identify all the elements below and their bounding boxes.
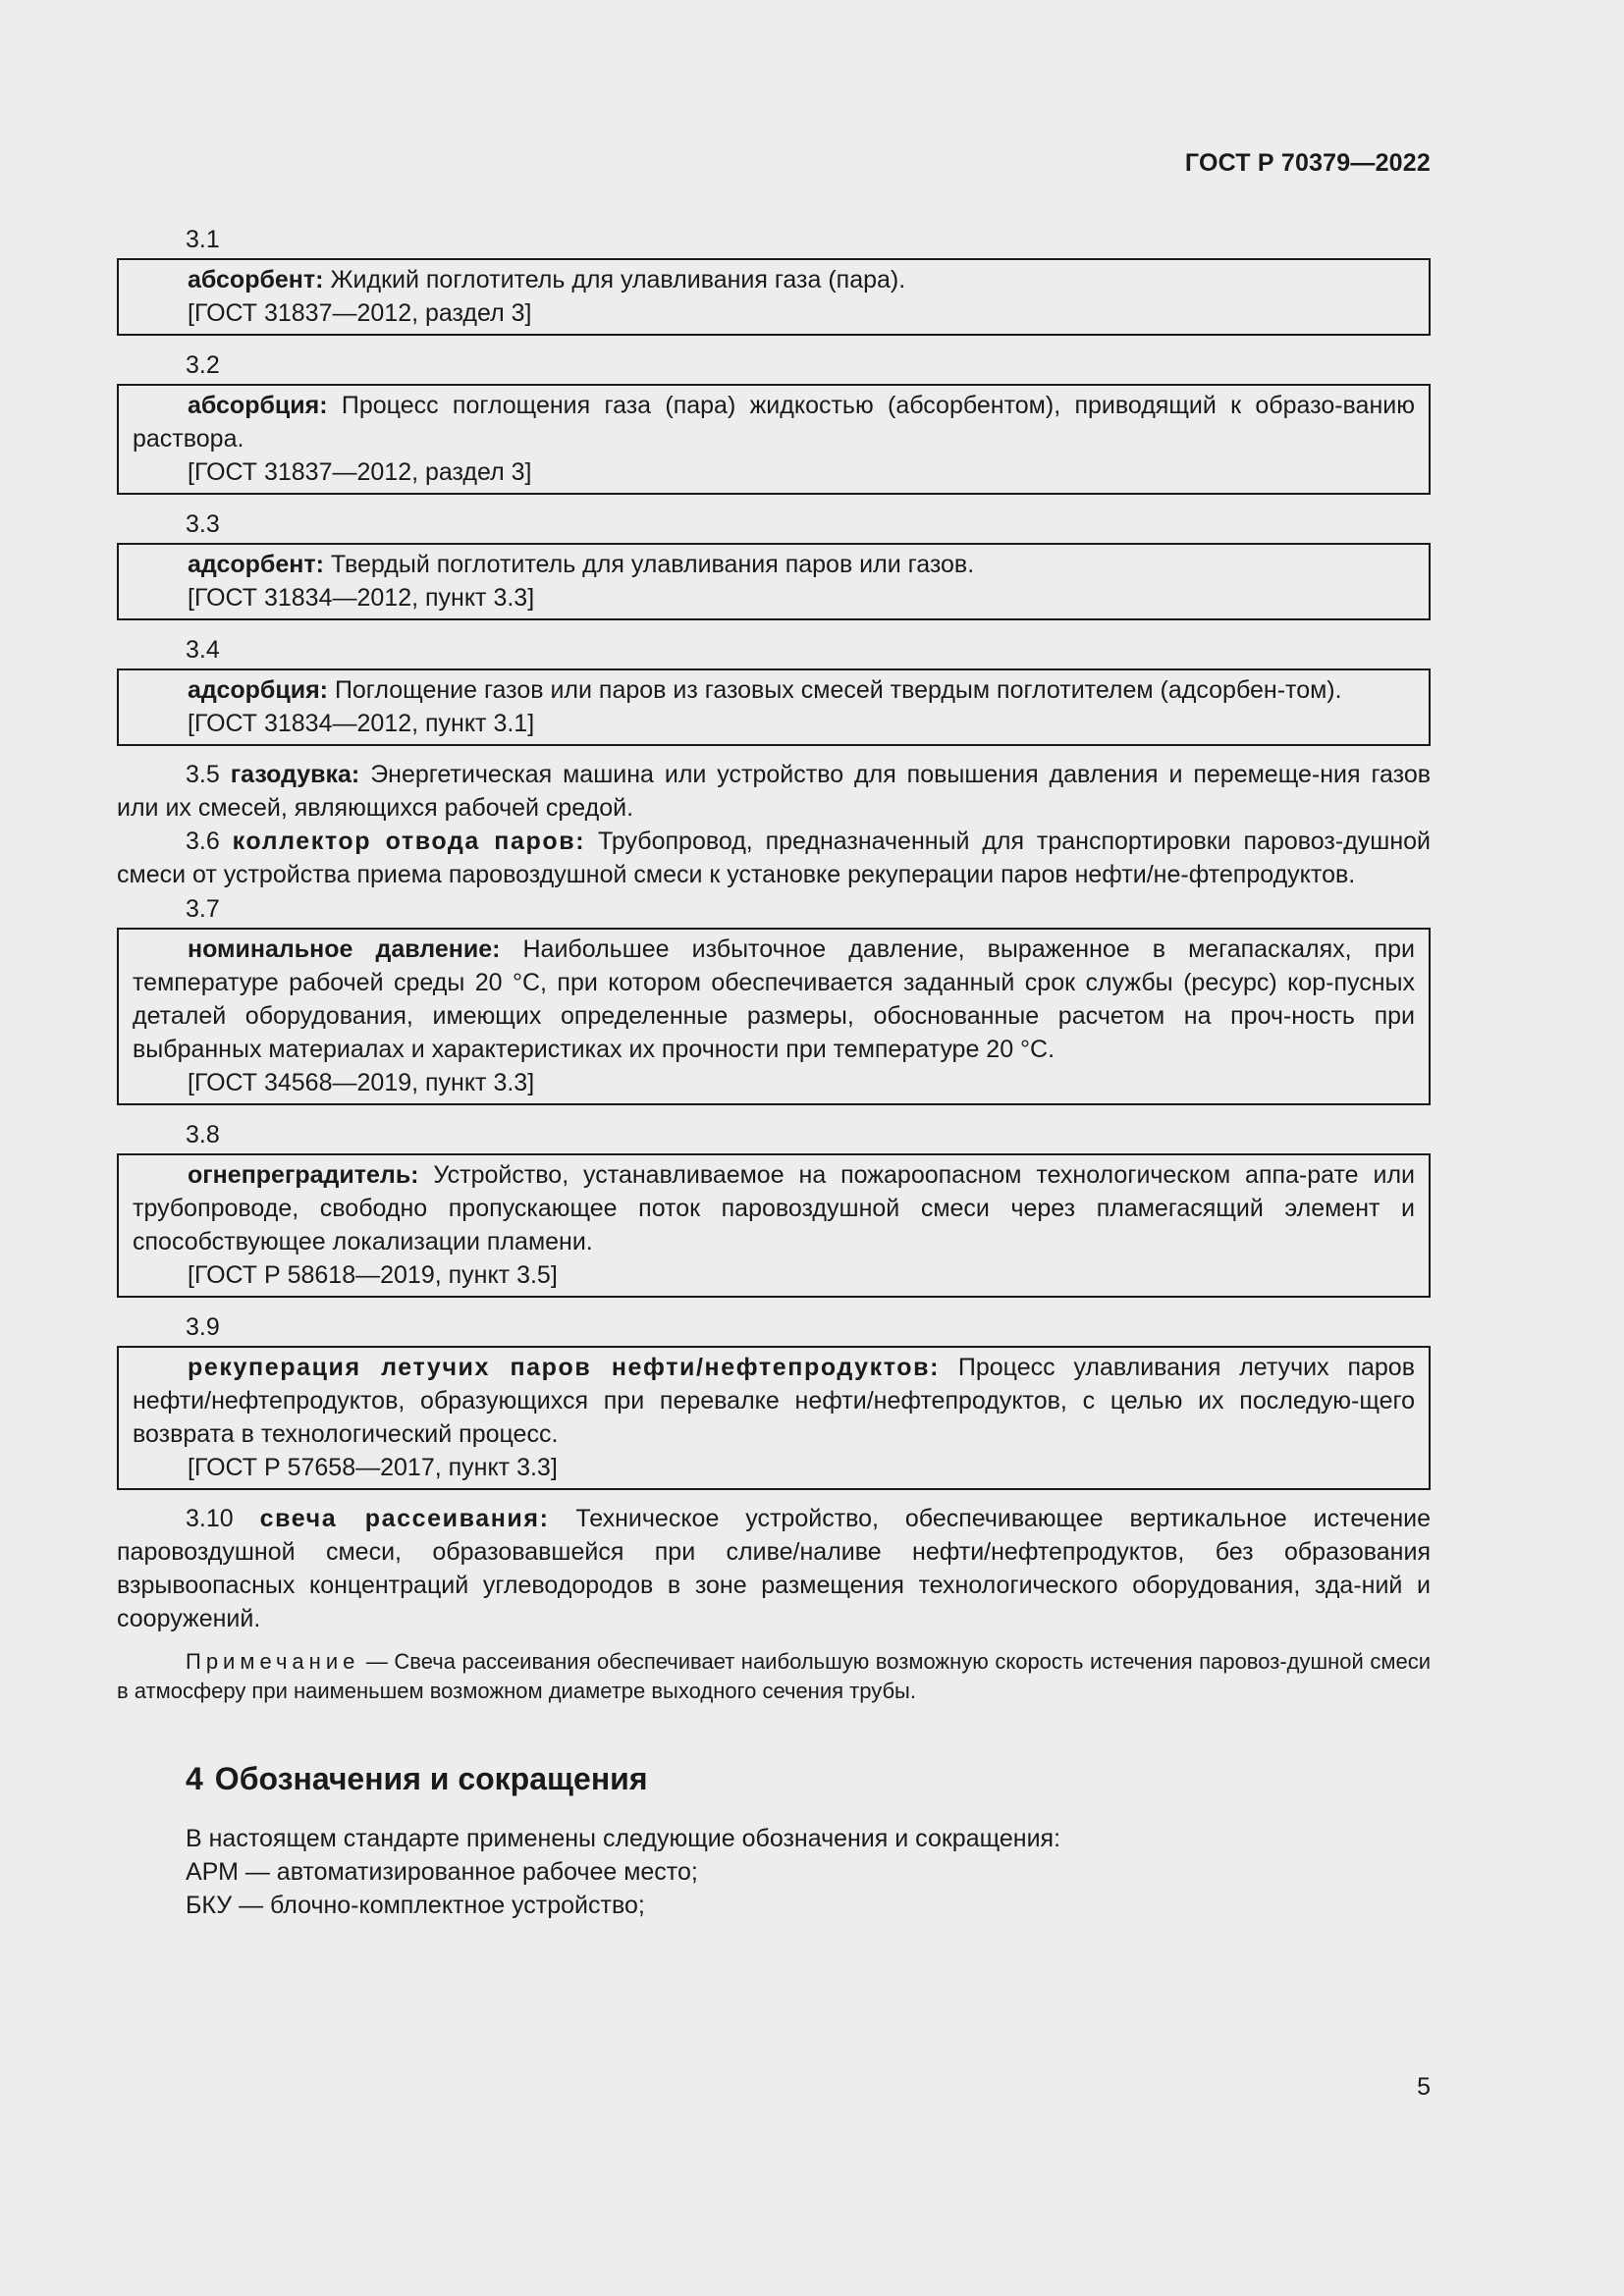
term-number: 3.7: [186, 895, 220, 923]
document-header: ГОСТ Р 70379—2022: [1184, 149, 1431, 177]
inline-term-paragraph: [117, 758, 1431, 825]
section-intro: В настоящем стандарте применены следующие обозначения и сокращения:: [186, 1825, 1061, 1852]
term-name: абсорбция:: [188, 392, 328, 419]
inline-term-paragraph: [117, 825, 1431, 891]
term-number: 3.5: [186, 761, 220, 788]
page-number: 5: [1417, 2073, 1431, 2101]
term-definition: Процесс поглощения газа (пара) жидкостью (абсорбентом), приводящий к образо-ванию раствора.: [133, 392, 1415, 453]
term-number: 3.9: [186, 1313, 220, 1341]
term-number: 3.3: [186, 510, 220, 538]
term-name: свеча рассеивания:: [259, 1505, 550, 1532]
term-definition: Энергетическая машина или устройство для повышения давления и перемеще-ния газов или их смесей, являющихся рабочей средой.: [117, 761, 1432, 822]
term-name: газодувка:: [230, 761, 360, 788]
term-source: [ГОСТ 31834—2012, пункт 3.1]: [188, 710, 535, 737]
term-definition: Техническое устройство, обеспечивающее вертикальное истечение паровоздушной смеси, образовавшейся при сливе/наливе нефти/нефтепродуктов, без образования взрывоопасных концентраций углеводородов в зоне размещения технологического оборудования, зда-ний и сооружений.: [117, 1505, 1431, 1632]
term-definition: Жидкий поглотитель для улавливания газа (пара).: [330, 266, 906, 294]
term-box: [117, 384, 1431, 495]
term-box: [117, 1153, 1431, 1298]
abbreviation-item: БКУ — блочно-комплектное устройство;: [186, 1892, 645, 1919]
term-name: абсорбент:: [188, 266, 324, 294]
term-definition: Наибольшее избыточное давление, выраженное в мегапаскалях, при температуре рабочей среды 20 °C, при котором обеспечивается заданный срок службы (ресурс) кор-пусных деталей оборудования, имеющих определенные размеры, обоснованные расчетом на проч-ность при выбранных материалах и характеристиках их прочности при температуре 20 °C.: [133, 935, 1415, 1063]
term-number: 3.2: [186, 351, 220, 379]
note-label: Примечание: [186, 1649, 360, 1674]
term-box: [117, 928, 1431, 1105]
term-name: коллектор отвода паров:: [232, 828, 586, 855]
term-source: [ГОСТ 34568—2019, пункт 3.3]: [188, 1069, 535, 1096]
note-paragraph: [117, 1647, 1431, 1706]
term-box: [117, 1346, 1431, 1490]
section-number: 4: [186, 1761, 203, 1796]
term-box: [117, 543, 1431, 620]
term-box: [117, 258, 1431, 336]
inline-term-paragraph: [117, 1502, 1431, 1635]
term-name: рекуперация летучих паров нефти/нефтепродуктов:: [188, 1354, 941, 1381]
term-definition: Твердый поглотитель для улавливания паров или газов.: [330, 551, 975, 578]
term-box: [117, 668, 1431, 746]
term-source: [ГОСТ 31834—2012, пункт 3.3]: [188, 584, 535, 612]
term-source: [ГОСТ 31837—2012, раздел 3]: [188, 299, 532, 327]
term-definition: Устройство, устанавливаемое на пожароопасном технологическом аппа-рате или трубопроводе, свободно пропускающее поток паровоздушной смеси через пламегасящий элемент и способствующее локализации пламени.: [133, 1161, 1415, 1255]
term-number: 3.4: [186, 636, 220, 664]
term-definition: Трубопровод, предназначенный для транспортировки паровоз-душной смеси от устройства приема паровоздушной смеси к установке рекуперации паров нефти/не-фтепродуктов.: [117, 828, 1432, 888]
term-name: огнепреградитель:: [188, 1161, 419, 1189]
document-body: [117, 222, 1431, 1922]
term-number: 3.8: [186, 1121, 220, 1148]
term-number: 3.6: [186, 828, 220, 855]
term-source: [ГОСТ Р 57658—2017, пункт 3.3]: [188, 1454, 558, 1481]
term-number: 3.10: [186, 1505, 234, 1532]
term-source: [ГОСТ 31837—2012, раздел 3]: [188, 458, 532, 486]
term-name: номинальное давление:: [188, 935, 501, 963]
section-title: Обозначения и сокращения: [214, 1761, 648, 1796]
term-source: [ГОСТ Р 58618—2019, пункт 3.5]: [188, 1261, 558, 1289]
term-name: адсорбция:: [188, 676, 328, 704]
note-text: — Свеча рассеивания обеспечивает наибольшую возможную скорость истечения паровоз-душной смеси в атмосферу при наименьшем возможном диаметре выходного сечения трубы.: [117, 1649, 1431, 1703]
term-name: адсорбент:: [188, 551, 324, 578]
section-heading: [117, 1757, 1431, 1800]
abbreviation-item: АРМ — автоматизированное рабочее место;: [186, 1858, 698, 1886]
term-definition: Поглощение газов или паров из газовых смесей твердым поглотителем (адсорбен-том).: [334, 676, 1342, 704]
term-definition: Процесс улавливания летучих паров нефти/нефтепродуктов, образующихся при перевалке нефти/нефтепродуктов, с целью их последую-щего возврата в технологический процесс.: [133, 1354, 1415, 1448]
term-number: 3.1: [186, 226, 220, 253]
